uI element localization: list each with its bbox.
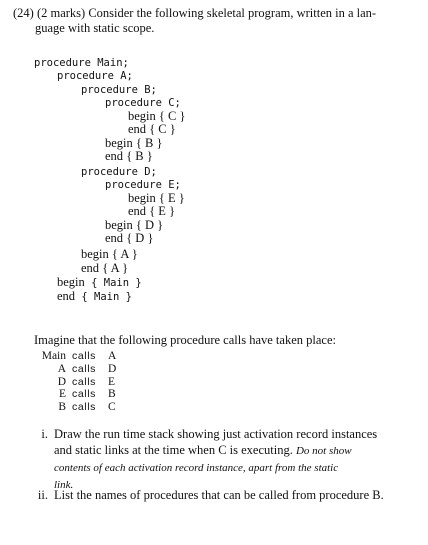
question-i-line-4: link.	[54, 479, 74, 491]
code-line	[105, 232, 153, 245]
call-callee: D	[108, 362, 117, 375]
code-line	[81, 165, 157, 179]
question-i-line-3: contents of each activation record instance, apart from the static	[54, 462, 339, 474]
code-text: { B }	[132, 136, 163, 150]
code-line	[81, 83, 157, 97]
code-keyword: end	[128, 122, 147, 136]
code-keyword: begin	[105, 218, 133, 232]
code-line	[128, 123, 176, 136]
code-text: { E }	[155, 191, 185, 205]
code-line	[105, 96, 181, 110]
call-verb: calls	[72, 375, 97, 388]
code-text: { A }	[108, 247, 138, 261]
heading-line-2: guage with static scope.	[35, 21, 155, 35]
call-caller: E	[58, 388, 66, 401]
call-caller: Main	[41, 350, 66, 362]
call-callee: C	[108, 401, 116, 414]
code-keyword: end	[81, 261, 100, 275]
calls-intro: Imagine that the following procedure calls have taken place:	[34, 333, 336, 347]
code-text: { A }	[99, 261, 129, 275]
call-verb: calls	[72, 401, 97, 414]
code-keyword: begin	[128, 109, 156, 123]
call-caller: B	[58, 401, 66, 414]
code-keyword: end	[128, 204, 147, 218]
code-keyword: procedure	[34, 57, 91, 69]
call-row	[38, 350, 138, 363]
code-text: D;	[137, 166, 157, 178]
call-callee: E	[108, 375, 116, 388]
code-keyword: procedure	[105, 97, 162, 109]
call-caller: A	[57, 362, 66, 375]
call-row	[38, 401, 138, 414]
call-row	[38, 376, 138, 389]
code-line	[128, 205, 175, 218]
question-number: ii.	[37, 488, 48, 502]
question-i-line-2	[54, 442, 414, 459]
question-ii-text: List the names of procedures that can be called from procedure B.	[54, 488, 384, 502]
code-text: { B }	[123, 149, 153, 163]
question-i-line-2-italic: Do not show	[295, 445, 352, 457]
code-keyword: begin	[57, 275, 85, 289]
code-line	[34, 56, 129, 70]
code-keyword: procedure	[105, 179, 162, 191]
code-line	[105, 150, 153, 163]
call-verb: calls	[72, 350, 97, 362]
code-text: Main;	[90, 57, 129, 69]
code-line	[81, 248, 138, 261]
code-text: { Main }	[75, 291, 132, 303]
call-caller: D	[57, 375, 66, 388]
question-ii	[34, 487, 414, 505]
code-keyword: procedure	[81, 166, 138, 178]
question-i-line-2-plain: and static links at the time when C is executing.	[54, 443, 296, 457]
code-text: { C }	[146, 122, 176, 136]
code-text: { C }	[155, 109, 186, 123]
code-text: { E }	[146, 204, 176, 218]
code-text: E;	[161, 179, 181, 191]
code-text: { D }	[123, 231, 154, 245]
code-line	[81, 262, 128, 275]
code-text: { D }	[132, 218, 164, 232]
call-row	[38, 363, 138, 376]
question-i	[34, 426, 414, 496]
code-keyword: procedure	[81, 84, 138, 96]
call-row	[38, 388, 138, 401]
code-text: B;	[137, 84, 157, 96]
code-text: { Main }	[84, 277, 142, 289]
code-keyword: end	[105, 231, 124, 245]
question-i-line-1: Draw the run time stack showing just activation record instances	[54, 427, 378, 441]
code-text: A;	[113, 70, 133, 82]
code-text: C;	[161, 97, 181, 109]
code-line	[105, 178, 181, 192]
code-keyword: procedure	[57, 70, 114, 82]
code-keyword: begin	[81, 247, 109, 261]
call-verb: calls	[72, 362, 97, 375]
code-keyword: end	[105, 149, 124, 163]
code-keyword: begin	[128, 191, 156, 205]
call-callee: A	[108, 350, 117, 362]
code-line	[57, 276, 142, 290]
heading-line-1: (24) (2 marks) Consider the following skeletal program, written in a lan-	[13, 6, 377, 20]
code-keyword: begin	[105, 136, 133, 150]
code-line	[57, 69, 133, 83]
code-keyword: end	[57, 289, 76, 303]
question-number: i.	[41, 427, 48, 441]
code-line	[57, 290, 132, 304]
call-verb: calls	[72, 388, 97, 401]
call-callee: B	[108, 388, 116, 401]
